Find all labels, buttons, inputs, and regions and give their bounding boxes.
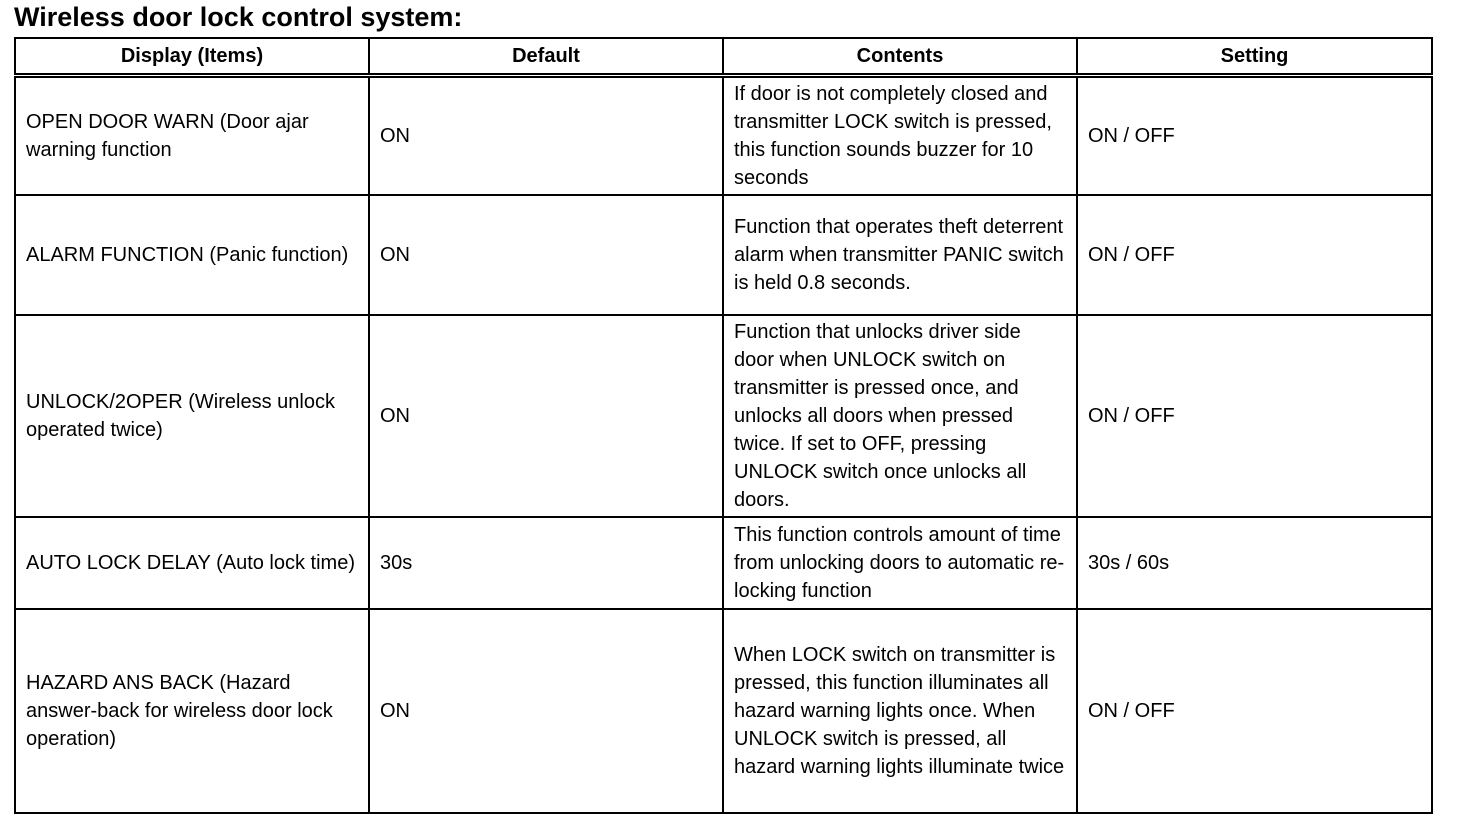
page-title: Wireless door lock control system: — [14, 2, 463, 32]
header-contents: Contents — [723, 38, 1077, 76]
cell-display: OPEN DOOR WARN (Door ajar warning function — [15, 76, 369, 196]
cell-default: ON — [369, 195, 723, 315]
cell-setting: ON / OFF — [1077, 315, 1432, 517]
cell-display: ALARM FUNCTION (Panic function) — [15, 195, 369, 315]
cell-contents: When LOCK switch on transmitter is pressed, this function illuminates all hazard warning lights once. When UNLOCK switch is pressed, all hazard warning lights illuminate twice — [723, 609, 1077, 813]
table-row-unlock-2oper — [15, 315, 1432, 517]
settings-table — [14, 37, 1433, 814]
cell-contents: This function controls amount of time from unlocking doors to automatic re-locking function — [723, 517, 1077, 609]
cell-display: AUTO LOCK DELAY (Auto lock time) — [15, 517, 369, 609]
header-setting: Setting — [1077, 38, 1432, 76]
cell-display: UNLOCK/2OPER (Wireless unlock operated twice) — [15, 315, 369, 517]
cell-setting: ON / OFF — [1077, 195, 1432, 315]
table-row-auto-lock-delay — [15, 517, 1432, 609]
header-display: Display (Items) — [15, 38, 369, 76]
cell-default: ON — [369, 76, 723, 196]
table-row-open-door-warn — [15, 76, 1432, 196]
cell-setting: ON / OFF — [1077, 76, 1432, 196]
cell-setting: ON / OFF — [1077, 609, 1432, 813]
cell-display: HAZARD ANS BACK (Hazard answer-back for wireless door lock operation) — [15, 609, 369, 813]
header-default: Default — [369, 38, 723, 76]
header-row — [15, 38, 1432, 76]
cell-default: 30s — [369, 517, 723, 609]
table-row-hazard-ans-back — [15, 609, 1432, 813]
cell-default: ON — [369, 315, 723, 517]
cell-default: ON — [369, 609, 723, 813]
cell-contents: Function that unlocks driver side door when UNLOCK switch on transmitter is pressed once, and unlocks all doors when pressed twice. If set to OFF, pressing UNLOCK switch once unlocks all doors. — [723, 315, 1077, 517]
cell-contents: If door is not completely closed and transmitter LOCK switch is pressed, this function sounds buzzer for 10 seconds — [723, 76, 1077, 196]
cell-contents: Function that operates theft deterrent alarm when transmitter PANIC switch is held 0.8 seconds. — [723, 195, 1077, 315]
cell-setting: 30s / 60s — [1077, 517, 1432, 609]
table-row-alarm-function — [15, 195, 1432, 315]
